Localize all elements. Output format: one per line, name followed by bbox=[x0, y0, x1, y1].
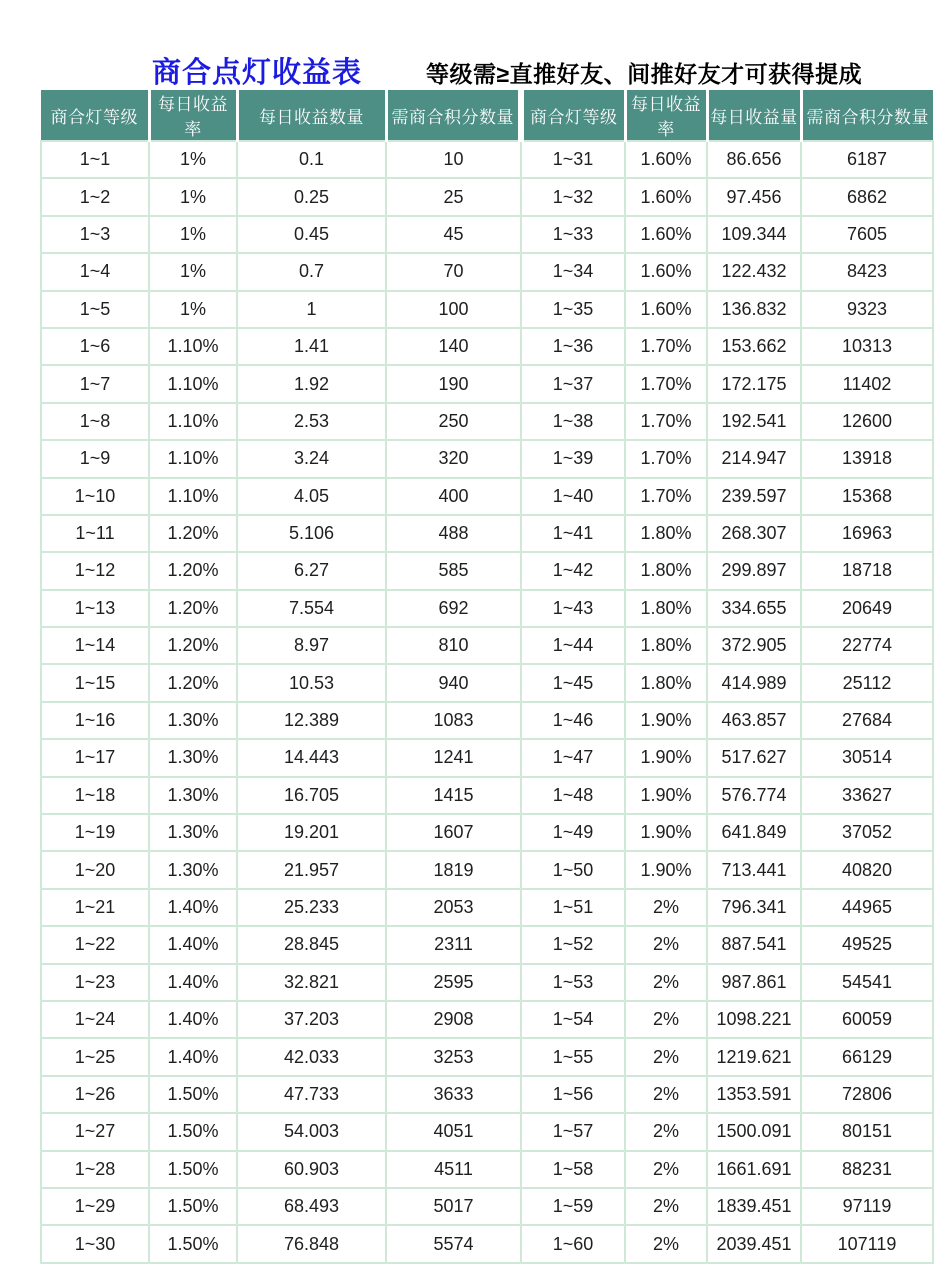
table-row bbox=[41, 1151, 933, 1188]
income-table bbox=[40, 90, 934, 1264]
table-cell: 1819 bbox=[386, 851, 521, 888]
table-cell: 18718 bbox=[801, 552, 933, 589]
table-row bbox=[41, 851, 933, 888]
table-cell: 517.627 bbox=[707, 739, 801, 776]
table-cell: 320 bbox=[386, 440, 521, 477]
table-cell: 72806 bbox=[801, 1076, 933, 1113]
table-cell: 1.20% bbox=[149, 590, 237, 627]
table-cell: 1~49 bbox=[521, 814, 625, 851]
table-cell: 1.90% bbox=[625, 814, 707, 851]
table-cell: 0.7 bbox=[237, 253, 386, 290]
table-cell: 21.957 bbox=[237, 851, 386, 888]
table-cell: 1.50% bbox=[149, 1076, 237, 1113]
table-row bbox=[41, 889, 933, 926]
table-cell: 1~26 bbox=[41, 1076, 149, 1113]
table-cell: 1~33 bbox=[521, 216, 625, 253]
table-cell: 2% bbox=[625, 1113, 707, 1150]
table-cell: 1.10% bbox=[149, 328, 237, 365]
table-cell: 1.50% bbox=[149, 1113, 237, 1150]
table-cell: 27684 bbox=[801, 702, 933, 739]
table-cell: 7.554 bbox=[237, 590, 386, 627]
table-cell: 80151 bbox=[801, 1113, 933, 1150]
table-cell: 2311 bbox=[386, 926, 521, 963]
table-row bbox=[41, 403, 933, 440]
table-cell: 1661.691 bbox=[707, 1151, 801, 1188]
table-cell: 190 bbox=[386, 365, 521, 402]
table-cell: 1~16 bbox=[41, 702, 149, 739]
table-cell: 1~52 bbox=[521, 926, 625, 963]
table-cell: 1839.451 bbox=[707, 1188, 801, 1225]
table-cell: 1.60% bbox=[625, 178, 707, 215]
table-cell: 1~41 bbox=[521, 515, 625, 552]
table-cell: 1~42 bbox=[521, 552, 625, 589]
table-cell: 1083 bbox=[386, 702, 521, 739]
table-cell: 1353.591 bbox=[707, 1076, 801, 1113]
table-cell: 4051 bbox=[386, 1113, 521, 1150]
table-cell: 5574 bbox=[386, 1225, 521, 1262]
table-cell: 6.27 bbox=[237, 552, 386, 589]
table-cell: 1.90% bbox=[625, 777, 707, 814]
table-cell: 268.307 bbox=[707, 515, 801, 552]
table-cell: 30514 bbox=[801, 739, 933, 776]
table-cell: 37.203 bbox=[237, 1001, 386, 1038]
table-cell: 1~9 bbox=[41, 440, 149, 477]
table-cell: 1% bbox=[149, 178, 237, 215]
table-cell: 172.175 bbox=[707, 365, 801, 402]
table-cell: 60.903 bbox=[237, 1151, 386, 1188]
table-cell: 1.90% bbox=[625, 739, 707, 776]
col-header-level-right: 商合灯等级 bbox=[521, 90, 625, 141]
table-cell: 1% bbox=[149, 141, 237, 178]
table-cell: 1500.091 bbox=[707, 1113, 801, 1150]
table-cell: 692 bbox=[386, 590, 521, 627]
table-cell: 1~14 bbox=[41, 627, 149, 664]
table-cell: 1.80% bbox=[625, 664, 707, 701]
table-cell: 10 bbox=[386, 141, 521, 178]
table-cell: 1.70% bbox=[625, 365, 707, 402]
table-cell: 987.861 bbox=[707, 964, 801, 1001]
table-cell: 1~36 bbox=[521, 328, 625, 365]
table-cell: 107119 bbox=[801, 1225, 933, 1262]
table-cell: 2% bbox=[625, 1188, 707, 1225]
table-cell: 11402 bbox=[801, 365, 933, 402]
table-cell: 1~44 bbox=[521, 627, 625, 664]
table-cell: 15368 bbox=[801, 478, 933, 515]
table-cell: 1~45 bbox=[521, 664, 625, 701]
table-cell: 2% bbox=[625, 1001, 707, 1038]
table-cell: 1.80% bbox=[625, 552, 707, 589]
table-cell: 1~57 bbox=[521, 1113, 625, 1150]
page-subtitle: 等级需≥直推好友、间推好友才可获得提成 bbox=[426, 61, 863, 87]
table-cell: 49525 bbox=[801, 926, 933, 963]
table-cell: 86.656 bbox=[707, 141, 801, 178]
table-cell: 25 bbox=[386, 178, 521, 215]
table-row bbox=[41, 627, 933, 664]
table-cell: 1.92 bbox=[237, 365, 386, 402]
table-cell: 3.24 bbox=[237, 440, 386, 477]
table-row bbox=[41, 1038, 933, 1075]
table-cell: 1~32 bbox=[521, 178, 625, 215]
table-cell: 1.70% bbox=[625, 403, 707, 440]
table-cell: 1.80% bbox=[625, 627, 707, 664]
table-cell: 88231 bbox=[801, 1151, 933, 1188]
table-cell: 1.20% bbox=[149, 552, 237, 589]
table-cell: 0.45 bbox=[237, 216, 386, 253]
table-cell: 1~5 bbox=[41, 291, 149, 328]
table-cell: 7605 bbox=[801, 216, 933, 253]
table-cell: 334.655 bbox=[707, 590, 801, 627]
table-row bbox=[41, 291, 933, 328]
col-header-income-right: 每日收益量 bbox=[707, 90, 801, 141]
table-cell: 2039.451 bbox=[707, 1225, 801, 1262]
table-cell: 488 bbox=[386, 515, 521, 552]
table-cell: 16.705 bbox=[237, 777, 386, 814]
table-cell: 1~4 bbox=[41, 253, 149, 290]
table-row bbox=[41, 739, 933, 776]
table-cell: 1~40 bbox=[521, 478, 625, 515]
table-cell: 2% bbox=[625, 964, 707, 1001]
table-cell: 3253 bbox=[386, 1038, 521, 1075]
table-cell: 2% bbox=[625, 1038, 707, 1075]
table-cell: 1~17 bbox=[41, 739, 149, 776]
table-cell: 1~28 bbox=[41, 1151, 149, 1188]
table-cell: 810 bbox=[386, 627, 521, 664]
table-row bbox=[41, 1188, 933, 1225]
table-cell: 1~51 bbox=[521, 889, 625, 926]
table-cell: 44965 bbox=[801, 889, 933, 926]
table-cell: 5017 bbox=[386, 1188, 521, 1225]
table-cell: 1.70% bbox=[625, 440, 707, 477]
table-cell: 1~7 bbox=[41, 365, 149, 402]
table-cell: 6187 bbox=[801, 141, 933, 178]
page-title: 商合点灯收益表 bbox=[152, 57, 363, 89]
table-cell: 25112 bbox=[801, 664, 933, 701]
table-cell: 1.50% bbox=[149, 1225, 237, 1262]
table-cell: 2% bbox=[625, 926, 707, 963]
table-row bbox=[41, 964, 933, 1001]
table-cell: 1.40% bbox=[149, 1038, 237, 1075]
table-cell: 400 bbox=[386, 478, 521, 515]
table-cell: 1~10 bbox=[41, 478, 149, 515]
table-cell: 4511 bbox=[386, 1151, 521, 1188]
table-cell: 76.848 bbox=[237, 1225, 386, 1262]
table-cell: 37052 bbox=[801, 814, 933, 851]
table-cell: 1~29 bbox=[41, 1188, 149, 1225]
table-cell: 122.432 bbox=[707, 253, 801, 290]
table-cell: 100 bbox=[386, 291, 521, 328]
table-cell: 109.344 bbox=[707, 216, 801, 253]
table-cell: 5.106 bbox=[237, 515, 386, 552]
table-cell: 1.50% bbox=[149, 1188, 237, 1225]
table-cell: 1~46 bbox=[521, 702, 625, 739]
table-cell: 1~2 bbox=[41, 178, 149, 215]
table-cell: 1.60% bbox=[625, 141, 707, 178]
table-row bbox=[41, 478, 933, 515]
table-cell: 1~23 bbox=[41, 964, 149, 1001]
table-row bbox=[41, 926, 933, 963]
table-cell: 1.60% bbox=[625, 253, 707, 290]
table-cell: 1~38 bbox=[521, 403, 625, 440]
table-cell: 1~15 bbox=[41, 664, 149, 701]
table-cell: 192.541 bbox=[707, 403, 801, 440]
table-cell: 1.80% bbox=[625, 515, 707, 552]
table-cell: 1~18 bbox=[41, 777, 149, 814]
table-cell: 1~25 bbox=[41, 1038, 149, 1075]
table-cell: 585 bbox=[386, 552, 521, 589]
table-row bbox=[41, 552, 933, 589]
table-cell: 1~34 bbox=[521, 253, 625, 290]
table-cell: 54.003 bbox=[237, 1113, 386, 1150]
table-cell: 32.821 bbox=[237, 964, 386, 1001]
table-row bbox=[41, 702, 933, 739]
table-cell: 299.897 bbox=[707, 552, 801, 589]
table-cell: 1~48 bbox=[521, 777, 625, 814]
table-cell: 13918 bbox=[801, 440, 933, 477]
table-cell: 0.25 bbox=[237, 178, 386, 215]
table-cell: 1~3 bbox=[41, 216, 149, 253]
header-row bbox=[41, 90, 933, 141]
table-cell: 28.845 bbox=[237, 926, 386, 963]
table-cell: 9323 bbox=[801, 291, 933, 328]
table-row bbox=[41, 1225, 933, 1262]
table-cell: 1~30 bbox=[41, 1225, 149, 1262]
table-cell: 8423 bbox=[801, 253, 933, 290]
table-cell: 1.50% bbox=[149, 1151, 237, 1188]
table-cell: 1% bbox=[149, 253, 237, 290]
table-cell: 140 bbox=[386, 328, 521, 365]
table-row bbox=[41, 1113, 933, 1150]
table-cell: 1607 bbox=[386, 814, 521, 851]
table-cell: 14.443 bbox=[237, 739, 386, 776]
table-cell: 1~39 bbox=[521, 440, 625, 477]
table-cell: 20649 bbox=[801, 590, 933, 627]
table-cell: 12.389 bbox=[237, 702, 386, 739]
table-cell: 1~55 bbox=[521, 1038, 625, 1075]
table-row bbox=[41, 365, 933, 402]
table-cell: 1.40% bbox=[149, 964, 237, 1001]
table-cell: 463.857 bbox=[707, 702, 801, 739]
table-cell: 1098.221 bbox=[707, 1001, 801, 1038]
table-cell: 1% bbox=[149, 216, 237, 253]
table-cell: 1415 bbox=[386, 777, 521, 814]
table-cell: 54541 bbox=[801, 964, 933, 1001]
col-header-points-right: 需商合积分数量 bbox=[801, 90, 933, 141]
table-cell: 1~21 bbox=[41, 889, 149, 926]
table-cell: 2% bbox=[625, 1151, 707, 1188]
table-cell: 1.30% bbox=[149, 814, 237, 851]
table-cell: 4.05 bbox=[237, 478, 386, 515]
col-header-rate-left: 每日收益率 bbox=[149, 90, 237, 141]
table-cell: 1% bbox=[149, 291, 237, 328]
table-cell: 2595 bbox=[386, 964, 521, 1001]
table-cell: 1~60 bbox=[521, 1225, 625, 1262]
table-cell: 19.201 bbox=[237, 814, 386, 851]
table-cell: 1~19 bbox=[41, 814, 149, 851]
table-cell: 1~12 bbox=[41, 552, 149, 589]
table-cell: 239.597 bbox=[707, 478, 801, 515]
table-cell: 1~37 bbox=[521, 365, 625, 402]
table-cell: 1.10% bbox=[149, 403, 237, 440]
table-row bbox=[41, 814, 933, 851]
table-cell: 97.456 bbox=[707, 178, 801, 215]
table-cell: 1.20% bbox=[149, 515, 237, 552]
table-cell: 12600 bbox=[801, 403, 933, 440]
table-cell: 713.441 bbox=[707, 851, 801, 888]
table-cell: 1~53 bbox=[521, 964, 625, 1001]
table-cell: 1~50 bbox=[521, 851, 625, 888]
table-cell: 1.20% bbox=[149, 664, 237, 701]
table-cell: 1.70% bbox=[625, 328, 707, 365]
table-cell: 68.493 bbox=[237, 1188, 386, 1225]
table-cell: 641.849 bbox=[707, 814, 801, 851]
table-cell: 1~24 bbox=[41, 1001, 149, 1038]
table-cell: 1.30% bbox=[149, 851, 237, 888]
table-cell: 250 bbox=[386, 403, 521, 440]
table-cell: 3633 bbox=[386, 1076, 521, 1113]
table-cell: 214.947 bbox=[707, 440, 801, 477]
table-cell: 1.40% bbox=[149, 1001, 237, 1038]
table-cell: 2% bbox=[625, 889, 707, 926]
table-cell: 1~6 bbox=[41, 328, 149, 365]
table-cell: 1.60% bbox=[625, 291, 707, 328]
table-cell: 25.233 bbox=[237, 889, 386, 926]
table-cell: 40820 bbox=[801, 851, 933, 888]
table-cell: 16963 bbox=[801, 515, 933, 552]
table-cell: 2.53 bbox=[237, 403, 386, 440]
table-row bbox=[41, 216, 933, 253]
table-cell: 1.10% bbox=[149, 440, 237, 477]
table-cell: 372.905 bbox=[707, 627, 801, 664]
table-row bbox=[41, 141, 933, 178]
table-cell: 1~8 bbox=[41, 403, 149, 440]
col-header-rate-right: 每日收益率 bbox=[625, 90, 707, 141]
table-cell: 1~1 bbox=[41, 141, 149, 178]
table-cell: 2053 bbox=[386, 889, 521, 926]
col-header-points-left: 需商合积分数量 bbox=[386, 90, 521, 141]
table-cell: 42.033 bbox=[237, 1038, 386, 1075]
table-cell: 1~31 bbox=[521, 141, 625, 178]
table-cell: 1~11 bbox=[41, 515, 149, 552]
table-cell: 1~13 bbox=[41, 590, 149, 627]
title-row bbox=[152, 50, 862, 91]
table-cell: 2% bbox=[625, 1225, 707, 1262]
table-cell: 576.774 bbox=[707, 777, 801, 814]
table-cell: 66129 bbox=[801, 1038, 933, 1075]
table-cell: 1.90% bbox=[625, 851, 707, 888]
table-cell: 1.30% bbox=[149, 739, 237, 776]
table-cell: 1.20% bbox=[149, 627, 237, 664]
table-cell: 1.30% bbox=[149, 702, 237, 739]
table-cell: 940 bbox=[386, 664, 521, 701]
table-cell: 414.989 bbox=[707, 664, 801, 701]
table-row bbox=[41, 253, 933, 290]
table-cell: 1.80% bbox=[625, 590, 707, 627]
table-cell: 1~22 bbox=[41, 926, 149, 963]
table-cell: 1~56 bbox=[521, 1076, 625, 1113]
table-row bbox=[41, 1001, 933, 1038]
table-cell: 1.41 bbox=[237, 328, 386, 365]
table-row bbox=[41, 590, 933, 627]
table-cell: 153.662 bbox=[707, 328, 801, 365]
table-cell: 1.70% bbox=[625, 478, 707, 515]
table-cell: 1219.621 bbox=[707, 1038, 801, 1075]
table-cell: 22774 bbox=[801, 627, 933, 664]
table-row bbox=[41, 328, 933, 365]
table-cell: 70 bbox=[386, 253, 521, 290]
table-cell: 1.60% bbox=[625, 216, 707, 253]
table-cell: 136.832 bbox=[707, 291, 801, 328]
col-header-level-left: 商合灯等级 bbox=[41, 90, 149, 141]
table-row bbox=[41, 515, 933, 552]
table-cell: 1.10% bbox=[149, 365, 237, 402]
table-cell: 1241 bbox=[386, 739, 521, 776]
table-cell: 10313 bbox=[801, 328, 933, 365]
table-row bbox=[41, 178, 933, 215]
table-cell: 6862 bbox=[801, 178, 933, 215]
table-cell: 1 bbox=[237, 291, 386, 328]
table-cell: 1.40% bbox=[149, 889, 237, 926]
table-row bbox=[41, 440, 933, 477]
table-cell: 1.90% bbox=[625, 702, 707, 739]
table-cell: 2908 bbox=[386, 1001, 521, 1038]
col-header-income-left: 每日收益数量 bbox=[237, 90, 386, 141]
table-cell: 1~27 bbox=[41, 1113, 149, 1150]
table-cell: 887.541 bbox=[707, 926, 801, 963]
table-cell: 796.341 bbox=[707, 889, 801, 926]
table-cell: 97119 bbox=[801, 1188, 933, 1225]
table-cell: 47.733 bbox=[237, 1076, 386, 1113]
table-row bbox=[41, 777, 933, 814]
table-cell: 1.10% bbox=[149, 478, 237, 515]
table-cell: 33627 bbox=[801, 777, 933, 814]
table-cell: 2% bbox=[625, 1076, 707, 1113]
table-cell: 1.40% bbox=[149, 926, 237, 963]
table-cell: 45 bbox=[386, 216, 521, 253]
table-cell: 1~43 bbox=[521, 590, 625, 627]
table-cell: 1~59 bbox=[521, 1188, 625, 1225]
table-cell: 10.53 bbox=[237, 664, 386, 701]
table-cell: 1~20 bbox=[41, 851, 149, 888]
table-cell: 0.1 bbox=[237, 141, 386, 178]
table-cell: 1~35 bbox=[521, 291, 625, 328]
table-cell: 1~47 bbox=[521, 739, 625, 776]
table-cell: 60059 bbox=[801, 1001, 933, 1038]
table-row bbox=[41, 1076, 933, 1113]
table-row bbox=[41, 664, 933, 701]
table-cell: 8.97 bbox=[237, 627, 386, 664]
table-cell: 1.30% bbox=[149, 777, 237, 814]
table-cell: 1~58 bbox=[521, 1151, 625, 1188]
table-cell: 1~54 bbox=[521, 1001, 625, 1038]
